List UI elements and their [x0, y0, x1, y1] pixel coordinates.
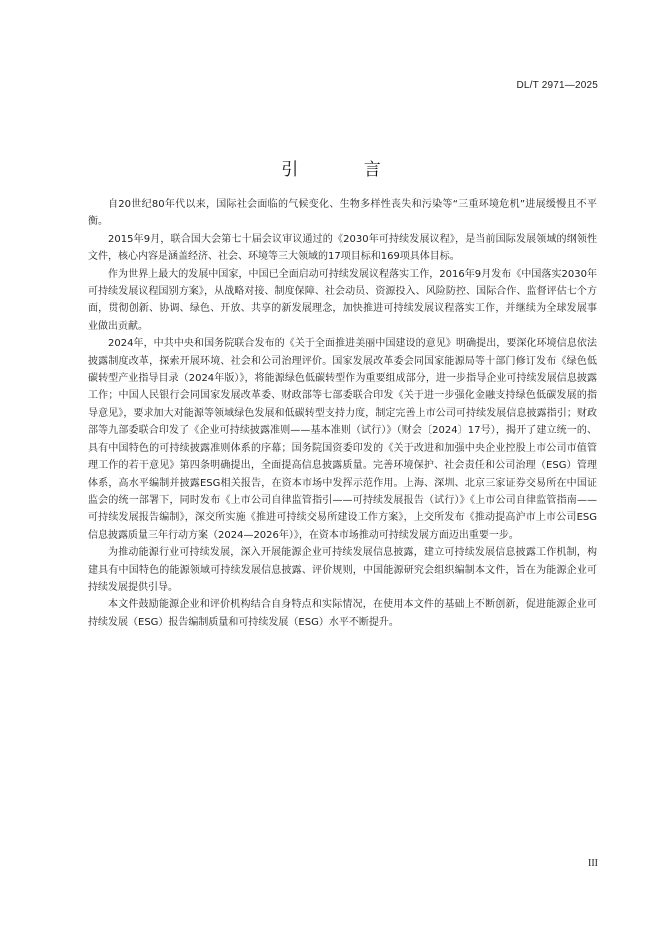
paragraph-3: 作为世界上最大的发展中国家，中国已全面启动可持续发展议程落实工作，2016年9月发布《中国落实2030年可持续发展议程国别方案》，从战略对接、制度保障、社会动员、资源投入、风险防控、国际合作、监督评估七个方面，贯彻创新、协调、绿色、开放、共享的新发展理念，加快推进可持续发展议程落实工作，并继续为全球发展事业做出贡献。 [88, 268, 597, 332]
section-title: 引 言 [281, 160, 411, 181]
introduction-body [88, 196, 597, 631]
page-number: III [588, 858, 598, 869]
paragraph-4: 2024年，中共中央和国务院联合发布的《关于全面推进美丽中国建设的意见》明确提出，要深化环境信息依法披露制度改革，探索开展环境、社会和公司治理评价。国家发展改革委会同国家能源局等十部门修订发布《绿色低碳转型产业指导目录（2024年版）》，将能源绿色低碳转型作为重要组成部分，进一步指导企业可持续发展信息披露工作；中国人民银行会同国家发展改革委、财政部等七部委联合印发《关于进一步强化金融支持绿色低碳发展的指导意见》，要求加大对能源等领域绿色发展和低碳转型支持力度，制定完善上市公司可持续发展信息披露指引；财政部等九部委联合印发了《企业可持续披露准则——基本准则（试行）》（财会〔2024〕17号），揭开了建立统一的、具有中国特色的可持续披露准则体系的序幕；国务院国资委印发的《关于改进和加强中央企业控股上市公司市值管理工作的若干意见》第四条明确提出，全面提高信息披露质量。完善环境保护、社会责任和公司治理（ESG）管理体系，高水平编制并披露ESG相关报告，在资本市场中发挥示范作用。上海、深圳、北京三家证券交易所在中国证监会的统一部署下，同时发布《上市公司自律监管指引——可持续发展报告（试行）》《上市公司自律监管指南——可持续发展报告编制》，深交所实施《推进可持续交易所建设工作方案》，上交所发布《推动提高沪市上市公司ESG信息披露质量三年行动方案（2024—2026年）》，在资本市场推动可持续发展方面迈出重要一步。 [88, 338, 597, 541]
paragraph-6: 本文件鼓励能源企业和评价机构结合自身特点和实际情况，在使用本文件的基础上不断创新，促进能源企业可持续发展（ESG）报告编制质量和可持续发展（ESG）水平不断提升。 [88, 599, 597, 628]
paragraph-1: 自20世纪80年代以来，国际社会面临的气候变化、生物多样性丧失和污染等“三重环境危机”进展缓慢且不平衡。 [88, 199, 597, 228]
document-code: DL/T 2971—2025 [516, 80, 598, 91]
paragraph-5: 为推动能源行业可持续发展，深入开展能源企业可持续发展信息披露，建立可持续发展信息披露工作机制，构建具有中国特色的能源领域可持续发展信息披露、评价规则，中国能源研究会组织编制本文件，旨在为能源企业可持续发展提供引导。 [88, 547, 597, 593]
paragraph-2: 2015年9月，联合国大会第七十届会议审议通过的《2030年可持续发展议程》，是当前国际发展领域的纲领性文件，核心内容是涵盖经济、社会、环境等三大领域的17项目标和169项具体目标。 [88, 233, 597, 263]
